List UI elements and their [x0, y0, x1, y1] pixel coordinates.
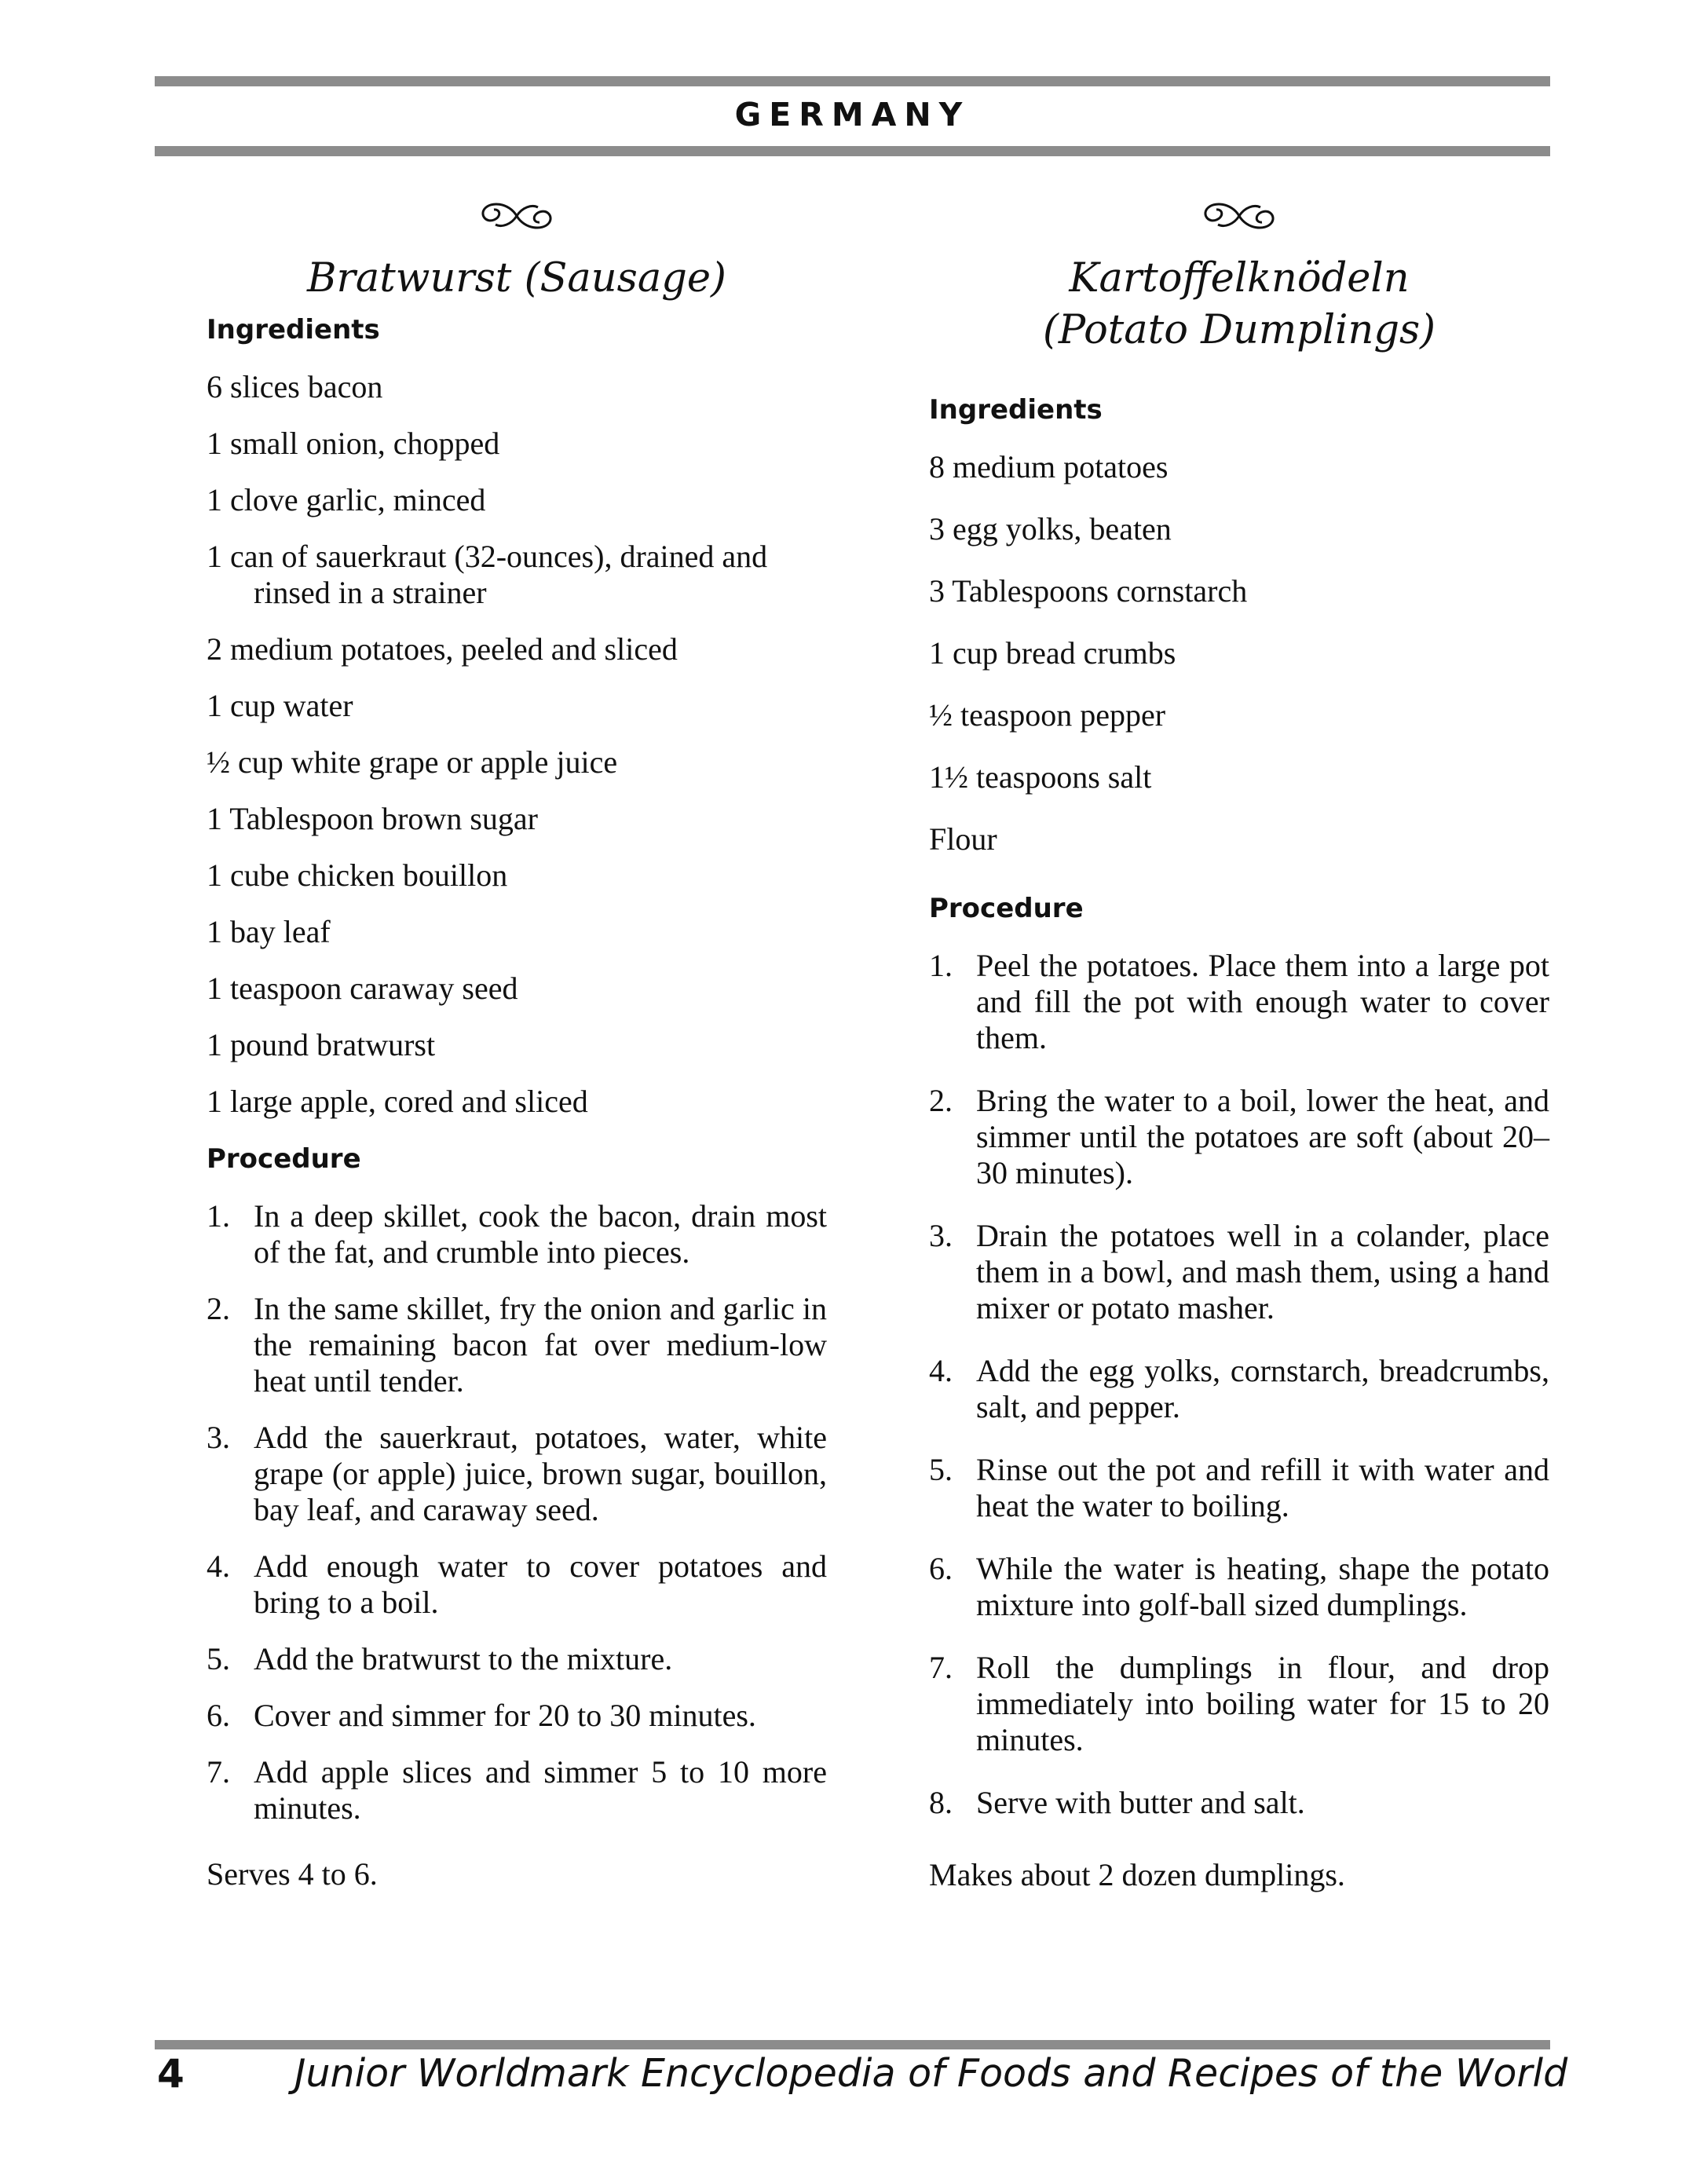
ingredient-item: 1 cube chicken bouillon: [207, 857, 508, 893]
recipe-bratwurst: [207, 196, 827, 1892]
procedure-step: [929, 1083, 1549, 1191]
ingredient-item: 1 bay leaf: [207, 914, 331, 949]
ingredient-item: 8 medium potatoes: [929, 449, 1169, 484]
ingredients-list: [207, 369, 827, 1120]
recipe-subtitle-line: (Potato Dumplings): [1042, 307, 1436, 353]
step-text: Add enough water to cover potatoes and bring to a boil.: [254, 1548, 827, 1620]
step-number: 1.: [207, 1198, 230, 1234]
procedure-heading: Procedure: [207, 1143, 361, 1175]
step-number: 4.: [207, 1548, 230, 1584]
step-number: 7.: [207, 1754, 230, 1790]
procedure-step: [207, 1754, 827, 1826]
step-text: In a deep skillet, cook the bacon, drain most of the fat, and crumble into pieces.: [254, 1198, 827, 1270]
flourish-ornament-icon: [1196, 196, 1282, 236]
step-number: 2.: [207, 1291, 230, 1326]
step-number: 6.: [207, 1698, 230, 1733]
footer-rule: [155, 2040, 1550, 2049]
step-number: 6.: [929, 1551, 953, 1586]
header-bottom-rule: [155, 146, 1550, 156]
step-text: Peel the potatoes. Place them into a large pot and fill the pot with enough water to cover them.: [976, 948, 1549, 1055]
ingredient-item: ½ teaspoon pepper: [929, 697, 1166, 733]
ingredient-item: ½ cup white grape or apple juice: [207, 744, 618, 780]
procedure-steps: [929, 948, 1549, 1821]
procedure-step: [207, 1291, 827, 1399]
procedure-step: [929, 1785, 1549, 1821]
step-number: 3.: [207, 1420, 230, 1455]
header-top-rule: [155, 76, 1550, 86]
ingredient-item: 1 Tablespoon brown sugar: [207, 801, 538, 836]
step-text: Bring the water to a boil, lower the heat, and simmer until the potatoes are soft (about 20–30 minutes).: [976, 1083, 1549, 1190]
ingredient-item: 1 large apple, cored and sliced: [207, 1084, 588, 1119]
procedure-step: [207, 1420, 827, 1528]
step-text: Add the bratwurst to the mixture.: [254, 1641, 673, 1676]
step-number: 5.: [929, 1452, 953, 1487]
step-text: Add the sauerkraut, potatoes, water, white grape (or apple) juice, brown sugar, bouillon, bay leaf, and caraway seed.: [254, 1420, 827, 1527]
procedure-step: [929, 1218, 1549, 1326]
step-number: 3.: [929, 1218, 953, 1253]
step-text: Rinse out the pot and refill it with water and heat the water to boiling.: [976, 1452, 1549, 1523]
step-text: While the water is heating, shape the potato mixture into golf-ball sized dumplings.: [976, 1551, 1549, 1622]
procedure-step: [929, 1353, 1549, 1425]
procedure-step: [207, 1641, 827, 1677]
serves-note: Serves 4 to 6.: [207, 1856, 378, 1892]
ingredients-list: [929, 449, 1549, 857]
procedure-step: [929, 1650, 1549, 1758]
recipe-title: Bratwurst (Sausage): [307, 255, 726, 302]
ingredient-item: 1 small onion, chopped: [207, 426, 500, 461]
ingredient-item: 1 cup water: [207, 688, 353, 723]
step-text: In the same skillet, fry the onion and garlic in the remaining bacon fat over medium-low heat until tender.: [254, 1291, 827, 1398]
step-number: 5.: [207, 1641, 230, 1676]
step-text: Serve with butter and salt.: [976, 1785, 1305, 1820]
procedure-step: [207, 1698, 827, 1734]
recipe-title: [929, 253, 1549, 356]
step-number: 7.: [929, 1650, 953, 1685]
ingredient-item: 3 egg yolks, beaten: [929, 511, 1172, 547]
ingredients-heading: Ingredients: [207, 314, 380, 345]
ingredient-item: 1 cup bread crumbs: [929, 635, 1176, 671]
procedure-heading: Procedure: [929, 893, 1084, 924]
procedure-step: [929, 948, 1549, 1056]
flourish-ornament-icon: [474, 196, 560, 236]
book-title: Junior Worldmark Encyclopedia of Foods and Recipes of the World: [294, 2051, 1568, 2096]
yield-note: Makes about 2 dozen dumplings.: [929, 1857, 1345, 1892]
recipe-kartoffelknodeln: [929, 196, 1549, 1893]
recipe-title-line: Kartoffelknödeln: [1069, 255, 1410, 302]
procedure-steps: [207, 1198, 827, 1826]
procedure-step: [207, 1548, 827, 1621]
ingredient-item: 1 pound bratwurst: [207, 1027, 436, 1062]
ingredient-item: 1 teaspoon caraway seed: [207, 971, 518, 1006]
step-text: Add apple slices and simmer 5 to 10 more minutes.: [254, 1754, 827, 1826]
page-number: 4: [157, 2051, 185, 2097]
ingredient-item: 6 slices bacon: [207, 369, 383, 404]
page-header-title: GERMANY: [734, 96, 971, 133]
ingredient-item: 2 medium potatoes, peeled and sliced: [207, 631, 678, 667]
step-number: 1.: [929, 948, 953, 983]
step-text: Cover and simmer for 20 to 30 minutes.: [254, 1698, 756, 1733]
ingredient-item: 1½ teaspoons salt: [929, 759, 1152, 795]
procedure-step: [929, 1452, 1549, 1524]
step-number: 8.: [929, 1785, 953, 1820]
step-number: 4.: [929, 1353, 953, 1388]
step-text: Drain the potatoes well in a colander, place them in a bowl, and mash them, using a hand mixer or potato masher.: [976, 1218, 1549, 1325]
ingredient-item: 1 can of sauerkraut (32-ounces), drained and rinsed in a strainer: [207, 539, 768, 610]
ingredient-item: 1 clove garlic, minced: [207, 482, 486, 517]
step-number: 2.: [929, 1083, 953, 1118]
procedure-step: [929, 1551, 1549, 1623]
ingredient-item: 3 Tablespoons cornstarch: [929, 573, 1248, 609]
step-text: Roll the dumplings in flour, and drop immediately into boiling water for 15 to 20 minutes.: [976, 1650, 1549, 1757]
ingredient-item: Flour: [929, 821, 997, 857]
ingredients-heading: Ingredients: [929, 394, 1103, 426]
step-text: Add the egg yolks, cornstarch, breadcrumbs, salt, and pepper.: [976, 1353, 1549, 1424]
procedure-step: [207, 1198, 827, 1270]
